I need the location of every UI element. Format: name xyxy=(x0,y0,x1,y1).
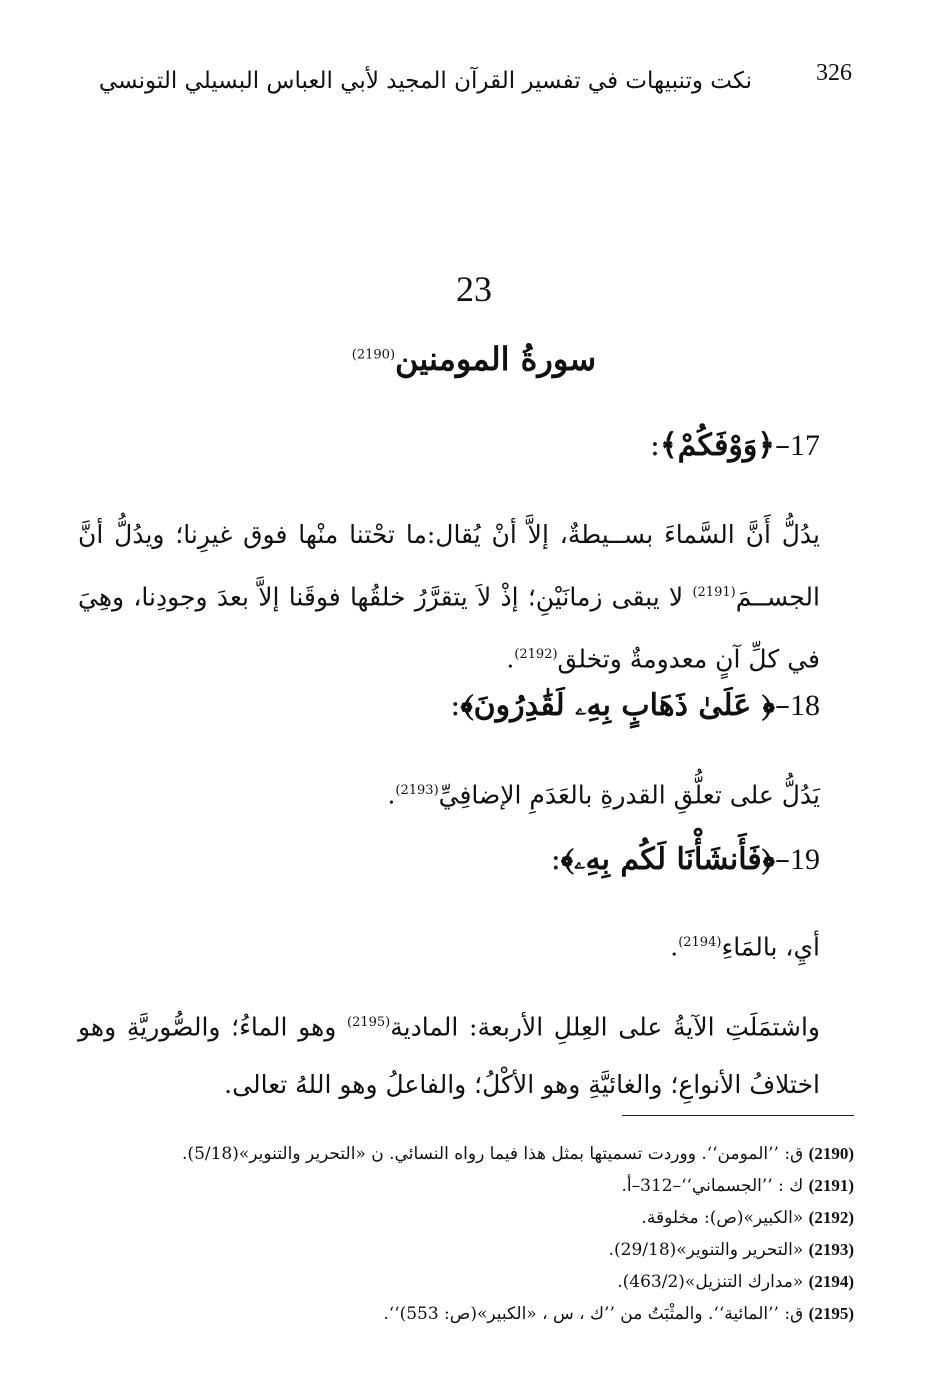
verse-number: 19 xyxy=(790,843,820,876)
paragraph-text: . xyxy=(387,780,396,810)
footnote xyxy=(120,1266,854,1298)
footnote-ref: (2192) xyxy=(514,647,558,663)
footnote-number: (2190) xyxy=(808,1144,854,1163)
footnote-text: ك : ’’الجسماني‘‘–312–أ. xyxy=(621,1176,804,1196)
footnote-ref: (2191) xyxy=(692,585,736,600)
footnote xyxy=(120,1138,854,1170)
footnote-text: «التحرير والتنوير»(29/18). xyxy=(608,1240,804,1260)
paragraph-text: لا يبقى زمانَيْنِ؛ إذْ لاَ يتقرَّرُ خلقُها فوقَنا إلاَّ بعدَ وجودِنا، وهِيَ في كلِّ آنٍ معدومةٌ وتخلق xyxy=(78,582,820,674)
footnote-number: (2195) xyxy=(808,1304,854,1323)
paragraph-text: وهو الماءُ؛ والصُّوريَّةِ وهو اختلافُ الأنواعِ؛ والغائيَّةِ وهو الأكْلُ؛ والفاعلُ وهو اللهُ تعالى. xyxy=(78,1012,820,1100)
footnote-text: «مدارك التنزيل»(463/2). xyxy=(617,1272,804,1292)
verse-heading-17: 17–﴿وَوْفَكُمْ﴾: xyxy=(649,428,820,463)
footnote xyxy=(120,1298,854,1330)
verse-heading-18: 18–﴿ عَلَىٰ ذَهَابٍ بِهِۦ لَقَٰدِرُونَ﴾: xyxy=(450,688,820,723)
commentary-paragraph xyxy=(78,914,820,976)
page-number: 326 xyxy=(816,60,852,86)
surah-number: 23 xyxy=(456,269,492,309)
verse-text: ﴿ عَلَىٰ ذَهَابٍ بِهِۦ لَقَٰدِرُونَ﴾ xyxy=(460,688,775,723)
verse-text: ﴿فَأَنشَأْنَا لَكُم بِهِۦ﴾ xyxy=(560,842,775,877)
footnote-number: (2193) xyxy=(808,1240,854,1259)
footnote-ref: (2195) xyxy=(346,1015,391,1030)
paragraph-text: واشتمَلَتِ الآيةُ على العِللِ الأربعة: المادية xyxy=(390,1012,820,1042)
footnote-divider xyxy=(622,1115,854,1116)
footnote-number: (2192) xyxy=(808,1208,854,1227)
paragraph-text: . xyxy=(670,932,679,962)
footnote-number: (2194) xyxy=(808,1272,854,1291)
footnote-text: «الكبير»(ص): مخلوقة. xyxy=(641,1208,804,1228)
commentary-paragraph xyxy=(78,762,820,824)
footnote-number: (2191) xyxy=(808,1176,854,1195)
footnote-ref: (2193) xyxy=(395,783,439,798)
verse-heading-19: 19–﴿فَأَنشَأْنَا لَكُم بِهِۦ﴾: xyxy=(550,842,820,877)
footnote-text: ق: ’’المومن‘‘. ووردت تسميتها بمثل هذا فيما رواه النسائي. ن «التحرير والتنوير»(5/18). xyxy=(182,1144,804,1164)
footnote xyxy=(120,1170,854,1202)
verse-number: 18 xyxy=(790,689,820,722)
verse-text: ﴿وَوْفَكُمْ﴾ xyxy=(659,428,775,463)
commentary-paragraph xyxy=(78,994,820,1114)
verse-number: 17 xyxy=(790,429,820,462)
footnote-ref: (2190) xyxy=(351,347,396,363)
footnote-ref: (2194) xyxy=(678,935,722,950)
paragraph-text: يَدُلُّ على تعلُّقِ القدرةِ بالعَدَمِ الإضافِيِّ xyxy=(438,780,820,810)
paragraph-text: أيِ، بالمَاءِ xyxy=(721,932,820,962)
surah-title xyxy=(0,340,948,378)
footnote xyxy=(120,1202,854,1234)
footnotes xyxy=(120,1138,854,1330)
paragraph-text: يدُلُّ أَنَّ السَّماءَ بســيطةٌ، إلاَّ أنْ يُقال:ما تحْتنا منْها فوق غيرِنا؛ ويدُلُّ أنَّ الجســمَ xyxy=(78,520,820,612)
footnote xyxy=(120,1234,854,1266)
surah-title-text: سورةُ المومنين xyxy=(395,340,597,378)
paragraph-text: . xyxy=(506,644,515,674)
page-header xyxy=(98,60,852,110)
commentary-paragraph xyxy=(78,506,820,689)
running-title: نكت وتنبيهات في تفسير القرآن المجيد لأبي العباس البسيلي التونسي xyxy=(98,68,752,94)
footnote-text: ق: ’’المائية‘‘. والمثْبَتُ من ’’ك ، س ، «الكبير»(ص: 553)‘‘. xyxy=(383,1304,804,1324)
